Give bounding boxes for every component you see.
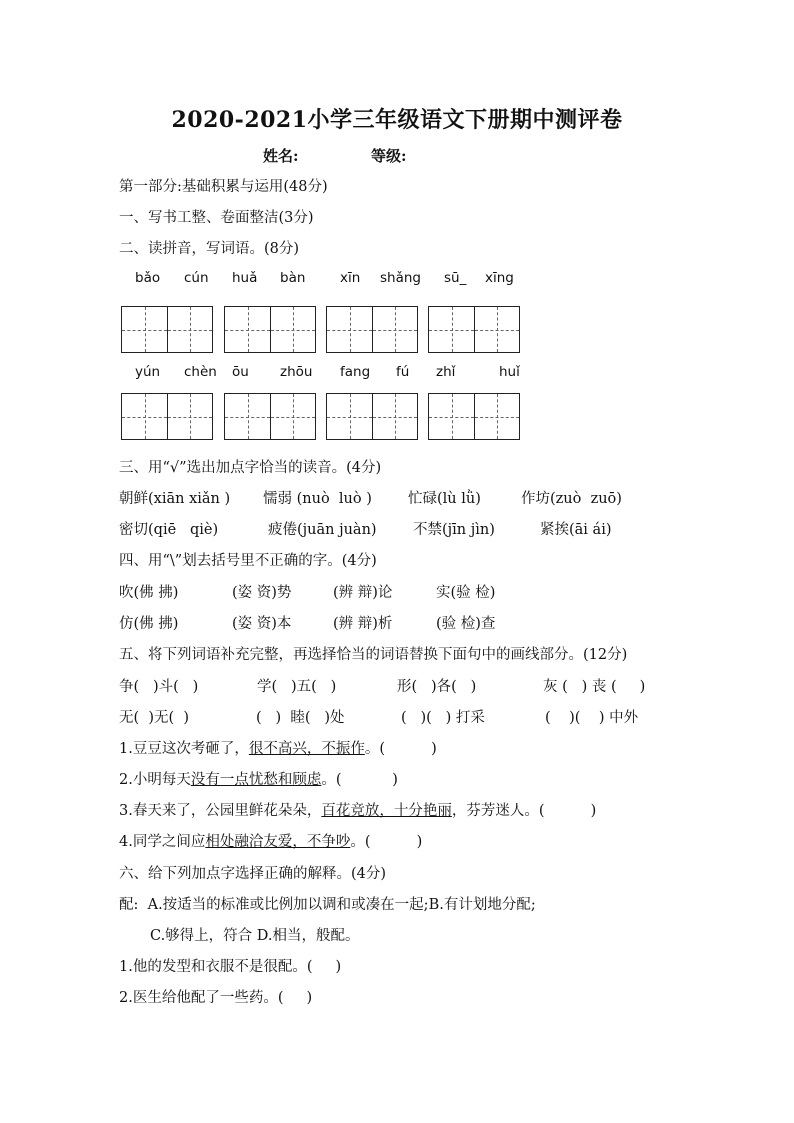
pinyin: shǎng	[380, 270, 421, 286]
reading-item: 作坊(zuò zuō)	[521, 491, 622, 507]
question-2-heading: 二、读拼音，写词语。(8分)	[119, 241, 300, 257]
sentence-4	[119, 830, 422, 851]
question-3-heading: 三、用“√”选出加点字恰当的读音。(4分)	[119, 460, 382, 476]
idiom-blank: ( )( ) 中外	[545, 710, 639, 726]
pinyin: xīng	[485, 270, 514, 286]
question-4-heading: 四、用“\”划去括号里不正确的字。(4分)	[119, 553, 377, 569]
page-title: 2020-2021小学三年级语文下册期中测评卷	[171, 107, 623, 133]
writing-grid[interactable]	[121, 306, 213, 353]
pinyin: sū_	[444, 270, 467, 286]
pinyin: fang	[340, 364, 371, 380]
sentence-2	[119, 768, 398, 789]
idiom-blank: 灰 ( ) 丧 ( )	[543, 679, 646, 695]
name-label: 姓名:	[263, 147, 299, 165]
reading-item: 懦弱 (nuò luò )	[263, 491, 372, 507]
underlined-phrase: 百花竞放，十分艳丽	[321, 803, 452, 819]
answer-blank: 。( )	[350, 834, 423, 850]
question-5-heading: 五、将下列词语补充完整，再选择恰当的词语替换下面句中的画线部分。(12分)	[119, 647, 628, 663]
reading-item: 忙碌(lù lǜ)	[408, 491, 481, 507]
idiom-blank: 无( )无( )	[119, 710, 190, 726]
pinyin: fú	[396, 364, 410, 380]
reading-item: 密切(qiē qiè)	[119, 522, 219, 538]
writing-grid[interactable]	[326, 393, 418, 440]
reading-item: 疲倦(juān juàn)	[268, 522, 377, 538]
word-item: (姿 资)本	[232, 616, 292, 632]
pinyin: xīn	[340, 270, 361, 286]
word-item: 吹(佛 拂)	[119, 585, 179, 601]
underlined-phrase: 相处融洽友爱，不争吵	[205, 834, 351, 850]
pinyin: bàn	[280, 270, 306, 286]
writing-grid[interactable]	[428, 393, 520, 440]
pinyin: bǎo	[135, 270, 161, 286]
pinyin: yún	[135, 364, 161, 380]
q6-sentence-1: 1.他的发型和衣服不是很配。( )	[119, 959, 342, 975]
underlined-phrase: 没有一点忧愁和顾虑	[190, 772, 322, 788]
idiom-blank: ( ) 睦( )处	[256, 710, 345, 726]
underlined-phrase: 很不高兴，不振作	[248, 741, 365, 757]
reading-item: 朝鲜(xiān xiǎn )	[119, 491, 231, 507]
writing-grid[interactable]	[224, 306, 316, 353]
pinyin: huǐ	[499, 364, 520, 380]
idiom-blank: 形( )各( )	[397, 679, 477, 695]
word-item: (辨 辩)析	[333, 616, 393, 632]
sentence-text: 2.小明每天	[119, 772, 191, 788]
sentence-text: 3.春天来了，公园里鲜花朵朵，	[119, 803, 322, 819]
pinyin: cún	[184, 270, 209, 286]
sentence-1	[119, 737, 437, 758]
definition-line-2: C.够得上，符合 D.相当，般配。	[150, 928, 360, 944]
pinyin: zhōu	[280, 364, 313, 380]
part-one-heading: 第一部分:基础积累与运用(48分)	[119, 179, 328, 195]
sentence-text: 4.同学之间应	[119, 834, 206, 850]
idiom-blank: 学( )五( )	[257, 679, 337, 695]
writing-grid[interactable]	[428, 306, 520, 353]
q6-sentence-2: 2.医生给他配了一些药。( )	[119, 990, 313, 1006]
pinyin: chèn	[184, 364, 217, 380]
question-1: 一、写书工整、卷面整洁(3分)	[119, 210, 314, 226]
idiom-blank: ( )( ) 打采	[401, 710, 485, 726]
word-item: (验 检)查	[436, 616, 496, 632]
idiom-blank: 争( )斗( )	[119, 679, 199, 695]
reading-item: 不禁(jīn jìn)	[413, 522, 495, 538]
word-item: 仿(佛 拂)	[119, 616, 179, 632]
question-6-heading: 六、给下列加点字选择正确的解释。(4分)	[119, 866, 387, 882]
answer-blank: 。( )	[364, 741, 437, 757]
pinyin: ōu	[232, 364, 249, 380]
sentence-text: 1.豆豆这次考砸了，	[119, 741, 249, 757]
writing-grid[interactable]	[224, 393, 316, 440]
answer-blank: 。( )	[321, 772, 398, 788]
word-item: (姿 资)势	[232, 585, 292, 601]
word-item: 实(验 检)	[436, 585, 496, 601]
answer-blank: ，芬芳迷人。( )	[451, 803, 597, 819]
grade-label: 等级:	[371, 147, 407, 165]
word-item: (辨 辩)论	[333, 585, 393, 601]
definition-line-1: 配: A.按适当的标准或比例加以调和或凑在一起;B.有计划地分配;	[119, 897, 536, 913]
pinyin: zhǐ	[436, 364, 456, 380]
reading-item: 紧挨(āi ái)	[540, 522, 612, 538]
writing-grid[interactable]	[121, 393, 213, 440]
writing-grid[interactable]	[326, 306, 418, 353]
sentence-3	[119, 799, 596, 820]
pinyin: huǎ	[232, 270, 258, 286]
